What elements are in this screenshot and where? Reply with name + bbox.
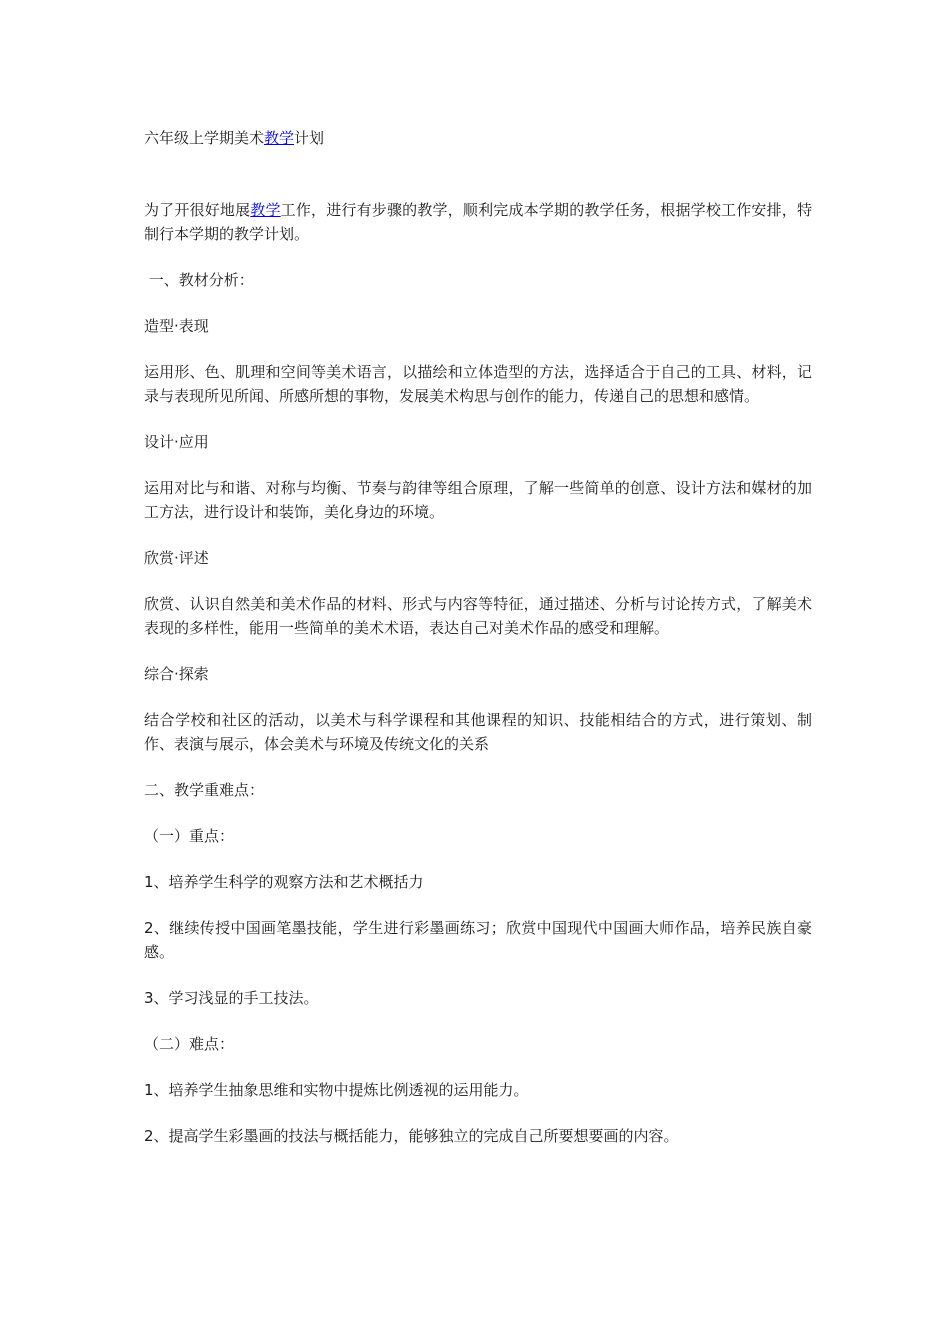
difficult-point-item: 1、培养学生抽象思维和实物中提炼比例透视的运用能力。: [144, 1081, 529, 1099]
title-link-teaching[interactable]: 教学: [264, 129, 295, 147]
key-point-item: 3、学习浅显的手工技法。: [144, 989, 319, 1007]
section2-heading: 二、教学重难点：: [144, 781, 265, 799]
key-points-heading: （一）重点：: [144, 827, 235, 845]
key-point-item: 2、继续传授中国画笔墨技能，学生进行彩墨画练习；欣赏中国现代中国画大师作品，培养民族自豪感。: [144, 919, 812, 961]
explore-paragraph: 结合学校和社区的活动，以美术与科学课程和其他课程的知识、技能相结合的方式，进行策划、制作、表演与展示，体会美术与环境及传统文化的关系: [144, 711, 812, 753]
difficult-points-heading: （二）难点：: [144, 1035, 235, 1053]
shape-paragraph: 运用形、色、肌理和空间等美术语言，以描绘和立体造型的方法，选择适合于自己的工具、材料，记录与表现所见所闻、所感所想的事物，发展美术构思与创作的能力，传递自己的思想和感情。: [144, 363, 812, 405]
key-point-item: 1、培养学生科学的观察方法和艺术概括力: [144, 873, 424, 891]
difficult-point-item: 2、提高学生彩墨画的技法与概括能力，能够独立的完成自己所要想要画的内容。: [144, 1127, 679, 1145]
design-heading: 设计·应用: [144, 433, 209, 451]
title-text-before: 六年级上学期美术: [144, 129, 265, 147]
appreciate-paragraph: 欣赏、认识自然美和美术作品的材料、形式与内容等特征，通过描述、分析与讨论抟方式，了解美术表现的多样性，能用一些简单的美术术语，表达自己对美术作品的感受和理解。: [144, 595, 812, 637]
title-text-after: 计划: [294, 129, 325, 147]
shape-heading: 造型·表现: [144, 317, 209, 335]
intro-paragraph: [144, 198, 812, 246]
intro-link-teaching[interactable]: 教学: [250, 201, 281, 219]
design-paragraph: 运用对比与和谐、对称与均衡、节奏与韵律等组合原理，了解一些简单的创意、设计方法和媒材的加工方法，进行设计和装饰，美化身边的环境。: [144, 479, 812, 521]
section1-heading: 一、教材分析：: [144, 271, 254, 289]
intro-text-before: 为了开很好地展: [144, 201, 251, 219]
appreciate-heading: 欣赏·评述: [144, 549, 209, 567]
document-page: [144, 126, 812, 1170]
intro-text-after: 工作，进行有步骤的教学，顺利完成本学期的教学任务，根据学校工作安排，特制行本学期的教学计划。: [144, 201, 812, 243]
document-title: [144, 126, 812, 150]
explore-heading: 综合·探索: [144, 665, 209, 683]
